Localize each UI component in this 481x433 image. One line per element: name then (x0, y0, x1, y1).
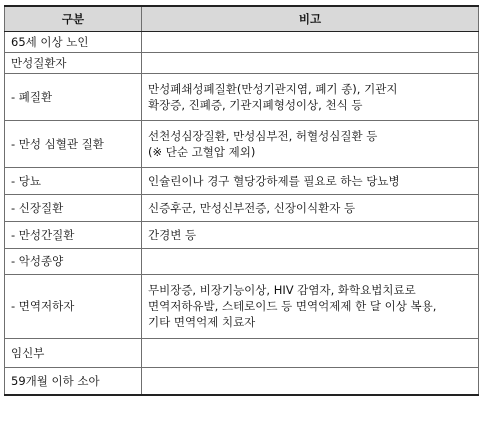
note-line: 만성폐쇄성폐질환(만성기관지염, 폐기 종), 기관지 (148, 81, 398, 96)
note-cell (142, 221, 479, 248)
category-cell: - 악성종양 (5, 248, 142, 274)
table-row (5, 31, 479, 52)
note-cell (142, 367, 479, 395)
category-cell: 59개월 이하 소아 (5, 367, 142, 395)
table-row (5, 274, 479, 338)
category-cell: - 면역저하자 (5, 274, 142, 338)
table-row (5, 248, 479, 274)
note-line: (※ 단순 고혈압 제외) (148, 144, 256, 159)
note-cell (142, 248, 479, 274)
note-cell (142, 52, 479, 73)
category-cell: 만성질환자 (5, 52, 142, 73)
note-line: 간경변 등 (148, 227, 197, 242)
category-cell: 임신부 (5, 338, 142, 367)
note-cell (142, 167, 479, 194)
category-cell: - 만성 심혈관 질환 (5, 120, 142, 167)
category-cell: 65세 이상 노인 (5, 31, 142, 52)
note-cell (142, 73, 479, 120)
table-row (5, 73, 479, 120)
note-line: 인슐린이나 경구 혈당강하제를 필요로 하는 당뇨병 (148, 173, 400, 188)
table-row (5, 338, 479, 367)
note-line: 기타 면역억제 치료자 (148, 315, 256, 329)
note-line: 확장증, 진폐증, 기관지폐형성이상, 천식 등 (148, 97, 363, 112)
table-row (5, 120, 479, 167)
note-cell (142, 120, 479, 167)
note-line: 면역저하유발, 스테로이드 등 면역억제제 한 달 이상 복용, (148, 299, 437, 313)
note-cell (142, 338, 479, 367)
note-cell (142, 194, 479, 221)
note-line: 선천성심장질환, 만성심부전, 허혈성심질환 등 (148, 128, 378, 143)
table-row (5, 367, 479, 395)
header-note: 비고 (142, 6, 479, 31)
category-cell: - 폐질환 (5, 73, 142, 120)
table-row (5, 221, 479, 248)
category-cell: - 당뇨 (5, 167, 142, 194)
header-category: 구분 (5, 6, 142, 31)
table-row (5, 52, 479, 73)
target-groups-table (4, 5, 479, 396)
category-cell: - 신장질환 (5, 194, 142, 221)
table-row (5, 167, 479, 194)
note-cell (142, 31, 479, 52)
note-line: 신증후군, 만성신부전증, 신장이식환자 등 (148, 200, 356, 215)
category-cell: - 만성간질환 (5, 221, 142, 248)
note-cell (142, 274, 479, 338)
note-line: 무비장증, 비장기능이상, HIV 감염자, 화학요법치료로 (148, 283, 416, 297)
table-row (5, 194, 479, 221)
table-header-row (5, 6, 479, 31)
